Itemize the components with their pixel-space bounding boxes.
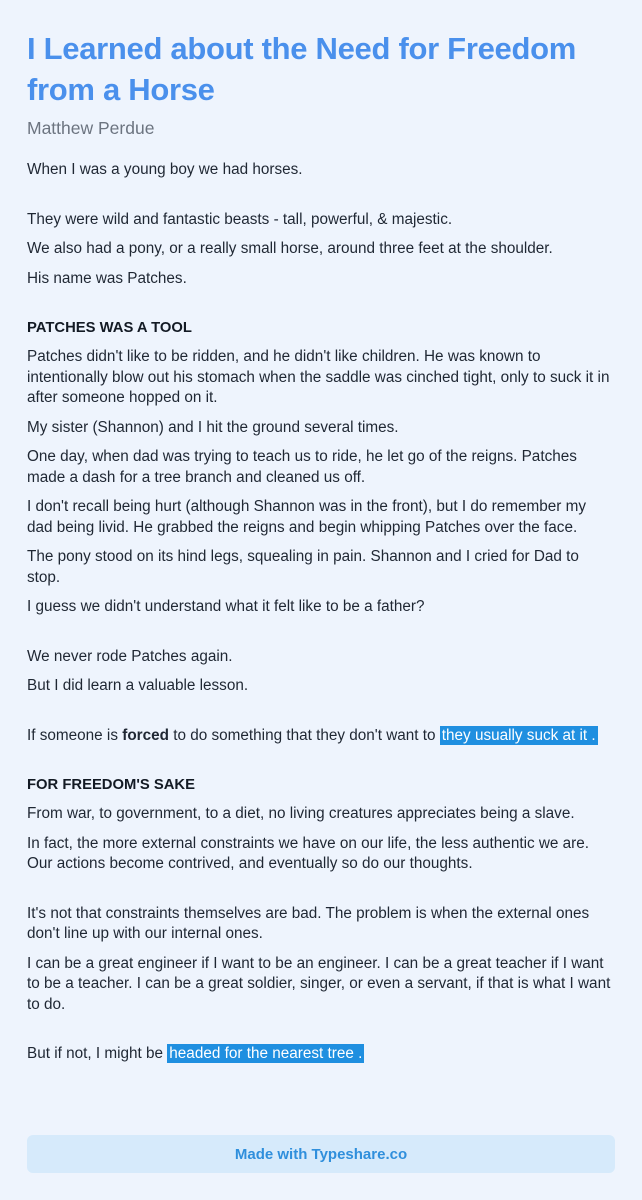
- paragraph: We also had a pony, or a really small horse, around three feet at the shoulder.: [27, 240, 553, 257]
- highlighted-text: headed for the nearest tree .: [169, 1045, 363, 1062]
- paragraph: One day, when dad was trying to teach us to ride, he let go of the reigns. Patches made a dash for a tree branch and cleaned us off.: [27, 448, 577, 486]
- highlighted-text: they usually suck at it .: [441, 726, 596, 744]
- paragraph-with-highlight: [27, 1044, 615, 1065]
- paragraph-spacer: [27, 190, 615, 210]
- paragraph-spacer: [27, 627, 615, 647]
- text-segment: But if not, I might be: [27, 1045, 168, 1062]
- bold-text: forced: [122, 726, 169, 744]
- paragraph: My sister (Shannon) and I hit the ground several times.: [27, 418, 399, 436]
- article-body: [27, 160, 615, 1065]
- paragraph: In fact, the more external constraints we have on our life, the less authentic we are. Our actions become contrived, and eventually so do our thoughts.: [27, 834, 590, 872]
- paragraph: We never rode Patches again.: [27, 647, 233, 665]
- paragraph: They were wild and fantastic beasts - tall, powerful, & majestic.: [27, 210, 453, 228]
- paragraph: When I was a young boy we had horses.: [27, 161, 303, 178]
- paragraph: His name was Patches.: [27, 269, 187, 287]
- paragraph-spacer: [27, 298, 615, 318]
- paragraph-spacer: [27, 1024, 615, 1044]
- paragraph-spacer: [27, 755, 615, 775]
- paragraph-spacer: [27, 706, 615, 726]
- paragraph: I guess we didn't understand what it felt like to be a father?: [27, 598, 425, 615]
- paragraph: Patches didn't like to be ridden, and he didn't like children. He was known to intentionally blow out his stomach when the saddle was cinched tight, only to suck it in after someone hopped on it.: [27, 348, 610, 406]
- paragraph: It's not that constraints themselves are bad. The problem is when the external ones don't line up with our internal ones.: [27, 904, 590, 942]
- section-heading: FOR FREEDOM'S SAKE: [27, 777, 195, 793]
- paragraph: The pony stood on its hind legs, squealing in pain. Shannon and I cried for Dad to stop.: [27, 548, 579, 586]
- paragraph: I don't recall being hurt (although Shannon was in the front), but I do remember my dad being livid. He grabbed the reigns and begin whipping Patches over the face.: [27, 498, 587, 536]
- text-segment: to do something that they don't want to: [168, 726, 440, 744]
- paragraph: From war, to government, to a diet, no living creatures appreciates being a slave.: [27, 805, 575, 822]
- paragraph: I can be a great engineer if I want to be an engineer. I can be a great teacher if I want to be a teacher. I can be a great soldier, singer, or even a servant, if that is what I want to do.: [27, 954, 611, 1013]
- paragraph: But I did learn a valuable lesson.: [27, 677, 249, 694]
- paragraph-spacer: [27, 884, 615, 904]
- section-heading: PATCHES WAS A TOOL: [27, 320, 192, 336]
- article-title: I Learned about the Need for Freedom from a Horse: [27, 31, 577, 107]
- article-author: Matthew Perdue: [27, 118, 155, 138]
- paragraph-with-highlight: [27, 726, 615, 747]
- text-segment: If someone is: [27, 726, 123, 744]
- made-with-typeshare-link[interactable]: Made with Typeshare.co: [27, 1135, 615, 1173]
